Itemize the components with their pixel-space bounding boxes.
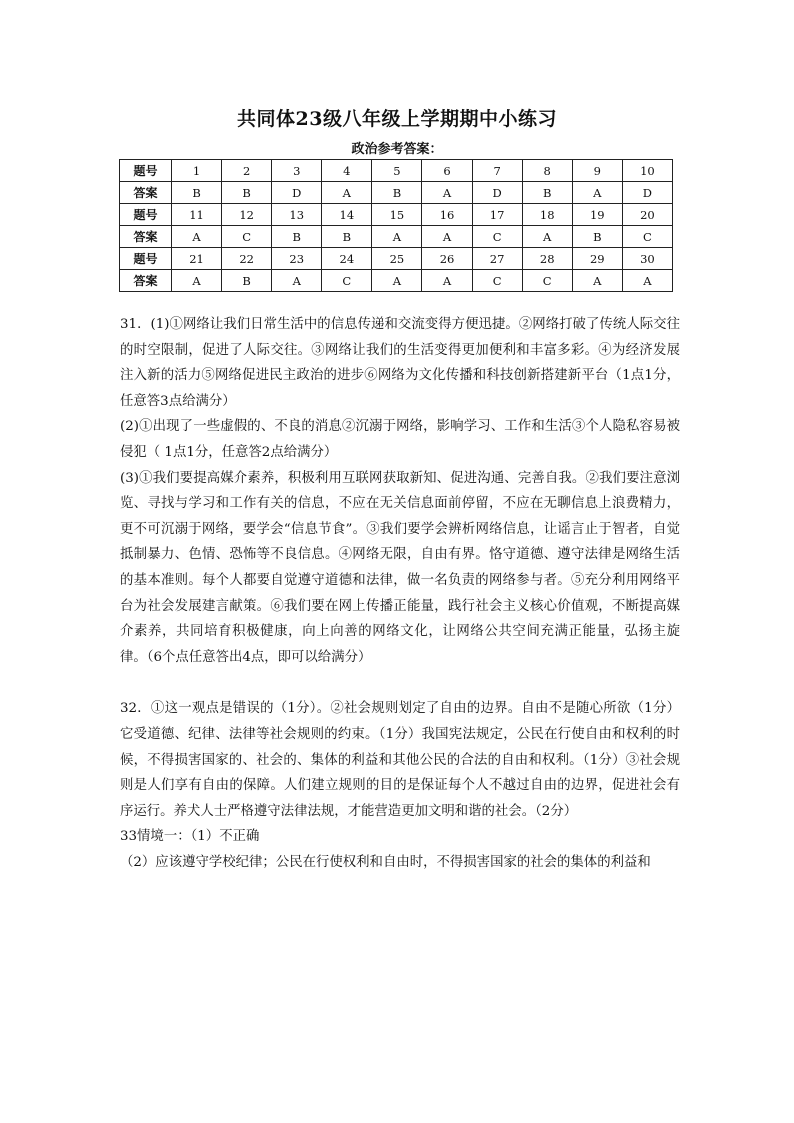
table-cell: 27 <box>472 248 522 270</box>
table-cell: 25 <box>372 248 422 270</box>
table-cell: C <box>622 226 672 248</box>
table-cell: 16 <box>422 204 472 226</box>
table-cell: 28 <box>522 248 572 270</box>
answer-body <box>120 312 680 875</box>
answer-31-part2: (2)①出现了一些虚假的、不良的消息②沉溺于网络，影响学习、工作和生活③个人隐私容易被侵犯（ 1点1分，任意答2点给满分） <box>120 419 680 460</box>
row-label: 答案 <box>120 182 172 204</box>
answer-table-body <box>120 160 673 292</box>
table-cell: B <box>572 226 622 248</box>
answer-33-part2: （2）应该遵守学校纪律；公民在行使权利和自由时，不得损害国家的社会的集体的利益和 <box>120 854 651 870</box>
table-cell: 17 <box>472 204 522 226</box>
table-cell: C <box>222 226 272 248</box>
table-cell: 18 <box>522 204 572 226</box>
answer-31-part3: (3)①我们要提高媒介素养，积极利用互联网获取新知、促进沟通、完善自我。②我们要注意浏览、寻找与学习和工作有关的信息，不应在无关信息面前停留，不应在无聊信息上浪费精力，更不可沉溺于网络，要学会“信息节食”。③我们要学会辨析网络信息，让谣言止于智者，自觉抵制暴力、色情、恐怖等不良信息。④网络无限，自由有界。恪守道德、遵守法律是网络生活的基本准则。每个人都要自觉遵守道德和法律，做一名负责的网络参与者。⑤充分利用网络平台为社会发展建言献策。⑥我们要在网上传播正能量，践行社会主义核心价值观，不断提高媒介素养，共同培育积极健康，向上向善的网络文化，让网络公共空间充满正能量，弘扬主旋律。（6个点任意答出4点，即可以给满分） <box>120 470 680 665</box>
answer-31-part1: 31．(1)①网络让我们日常生活中的信息传递和交流变得方便迅捷。②网络打破了传统人际交往的时空限制，促进了人际交往。③网络让我们的生活变得更加便利和丰富多彩。④为经济发展注入新的活力⑤网络促进民主政治的进步⑥网络为文化传播和科技创新搭建新平台（1点1分，任意答3点给满分） <box>120 317 680 409</box>
table-cell: C <box>522 270 572 292</box>
table-row <box>120 226 673 248</box>
table-row <box>120 248 673 270</box>
table-cell: C <box>472 226 522 248</box>
table-cell: 26 <box>422 248 472 270</box>
table-cell: B <box>372 182 422 204</box>
table-cell: B <box>272 226 322 248</box>
table-cell: A <box>422 226 472 248</box>
table-cell: 4 <box>322 160 372 182</box>
table-cell: A <box>372 226 422 248</box>
table-cell: 12 <box>222 204 272 226</box>
table-cell: 8 <box>522 160 572 182</box>
answer-32: 32．①这一观点是错误的（1分）。②社会规则划定了自由的边界。自由不是随心所欲（1分）它受道德、纪律、法律等社会规则的约束。（1分）我国宪法规定，公民在行使自由和权利的时候，不得损害国家的、社会的、集体的利益和其他公民的合法的自由和权利。（1分）③社会规则是人们享有自由的保障。人们建立规则的目的是保证每个人不越过自由的边界，促进社会有序运行。养犬人士严格遵守法律法规，才能营造更加文明和谐的社会。（2分） <box>120 701 680 819</box>
table-cell: A <box>172 226 222 248</box>
row-label: 题号 <box>120 204 172 226</box>
row-label: 答案 <box>120 226 172 248</box>
table-cell: A <box>572 270 622 292</box>
table-cell: 14 <box>322 204 372 226</box>
table-row <box>120 182 673 204</box>
table-cell: C <box>322 270 372 292</box>
table-cell: D <box>622 182 672 204</box>
table-cell: 29 <box>572 248 622 270</box>
answer-table <box>119 159 673 292</box>
table-cell: 7 <box>472 160 522 182</box>
table-cell: A <box>622 270 672 292</box>
table-cell: 10 <box>622 160 672 182</box>
table-cell: 11 <box>172 204 222 226</box>
row-label: 题号 <box>120 160 172 182</box>
page-title: 共同体23级八年级上学期期中小练习 <box>237 108 557 130</box>
table-cell: A <box>522 226 572 248</box>
table-row <box>120 204 673 226</box>
table-cell: A <box>422 270 472 292</box>
row-label: 答案 <box>120 270 172 292</box>
table-cell: 30 <box>622 248 672 270</box>
table-cell: D <box>472 182 522 204</box>
table-cell: 21 <box>172 248 222 270</box>
table-cell: 15 <box>372 204 422 226</box>
table-row <box>120 160 673 182</box>
table-cell: 5 <box>372 160 422 182</box>
table-cell: A <box>272 270 322 292</box>
table-cell: A <box>172 270 222 292</box>
table-cell: B <box>222 270 272 292</box>
table-cell: 9 <box>572 160 622 182</box>
table-cell: B <box>322 226 372 248</box>
table-cell: 1 <box>172 160 222 182</box>
table-cell: B <box>522 182 572 204</box>
table-cell: A <box>322 182 372 204</box>
answer-33-scenario1: 33情境一：（1）不正确 <box>120 829 260 845</box>
table-cell: 2 <box>222 160 272 182</box>
table-cell: 3 <box>272 160 322 182</box>
table-cell: B <box>222 182 272 204</box>
table-cell: D <box>272 182 322 204</box>
table-cell: B <box>172 182 222 204</box>
table-cell: 13 <box>272 204 322 226</box>
table-cell: 6 <box>422 160 472 182</box>
table-cell: A <box>572 182 622 204</box>
table-cell: C <box>472 270 522 292</box>
table-cell: 24 <box>322 248 372 270</box>
table-cell: 22 <box>222 248 272 270</box>
table-cell: 19 <box>572 204 622 226</box>
table-row <box>120 270 673 292</box>
row-label: 题号 <box>120 248 172 270</box>
table-cell: 23 <box>272 248 322 270</box>
table-cell: A <box>372 270 422 292</box>
table-cell: A <box>422 182 472 204</box>
page-subtitle: 政治参考答案： <box>351 142 443 157</box>
spacer <box>120 670 680 696</box>
table-cell: 20 <box>622 204 672 226</box>
